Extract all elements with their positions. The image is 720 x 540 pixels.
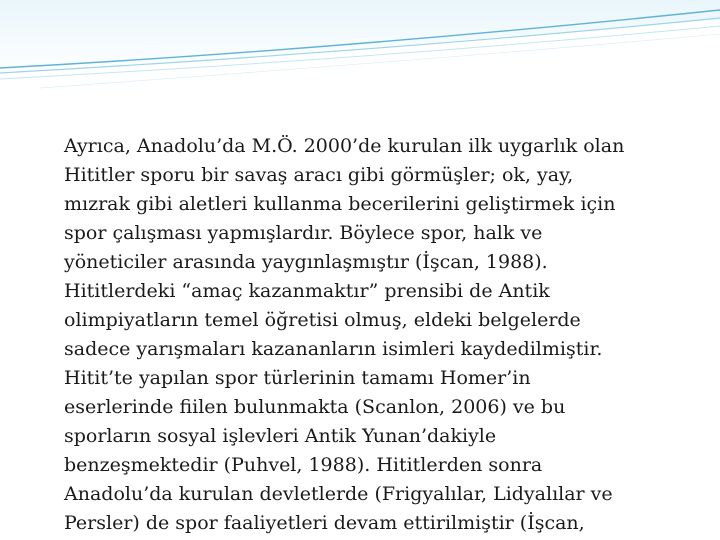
body-text-line: olimpiyatların temel öğretisi olmuş, eldeki belgelerde [64,309,581,331]
body-text-line: sporların sosyal işlevleri Antik Yunan’dakiyle [64,425,497,447]
wave-line-light [0,26,720,79]
body-text-line: eserlerinde fiilen bulunmakta (Scanlon, 2006) ve bu [64,396,566,418]
body-text-line: Ayrıca, Anadolu’da M.Ö. 2000’de kurulan ilk uygarlık olan [64,135,625,157]
body-text [64,132,704,538]
decorative-wave-header [0,0,720,110]
body-text-line: yöneticiler arasında yaygınlaşmıştır (İşcan, 1988). [64,251,548,273]
body-text-line: spor çalışması yapmışlardır. Böylece spor, halk ve [64,222,543,244]
body-text-line: Hitit’te yapılan spor türlerinin tamamı Homer’in [64,367,531,389]
body-text-line: sadece yarışmaları kazananların isimleri kaydedilmiştir. [64,338,603,360]
body-text-line: Persler) de spor faaliyetleri devam ettirilmiştir (İşcan, [64,512,585,534]
wave-line-dark [0,10,720,68]
wave-fill [0,0,720,75]
body-text-line: benzeşmektedir (Puhvel, 1988). Hititlerden sonra [64,454,543,476]
body-text-line: mızrak gibi aletleri kullanma becerilerini geliştirmek için [64,193,616,215]
body-text-line: Hititler sporu bir savaş aracı gibi görmüşler; ok, yay, [64,164,574,186]
body-text-line: Anadolu’da kurulan devletlerde (Frigyalılar, Lidyalılar ve [64,483,613,505]
body-text-line: Hititlerdeki “amaç kazanmaktır” prensibi de Antik [64,280,550,302]
wave-line-faint [40,34,720,88]
wave-line-mid [0,18,720,73]
